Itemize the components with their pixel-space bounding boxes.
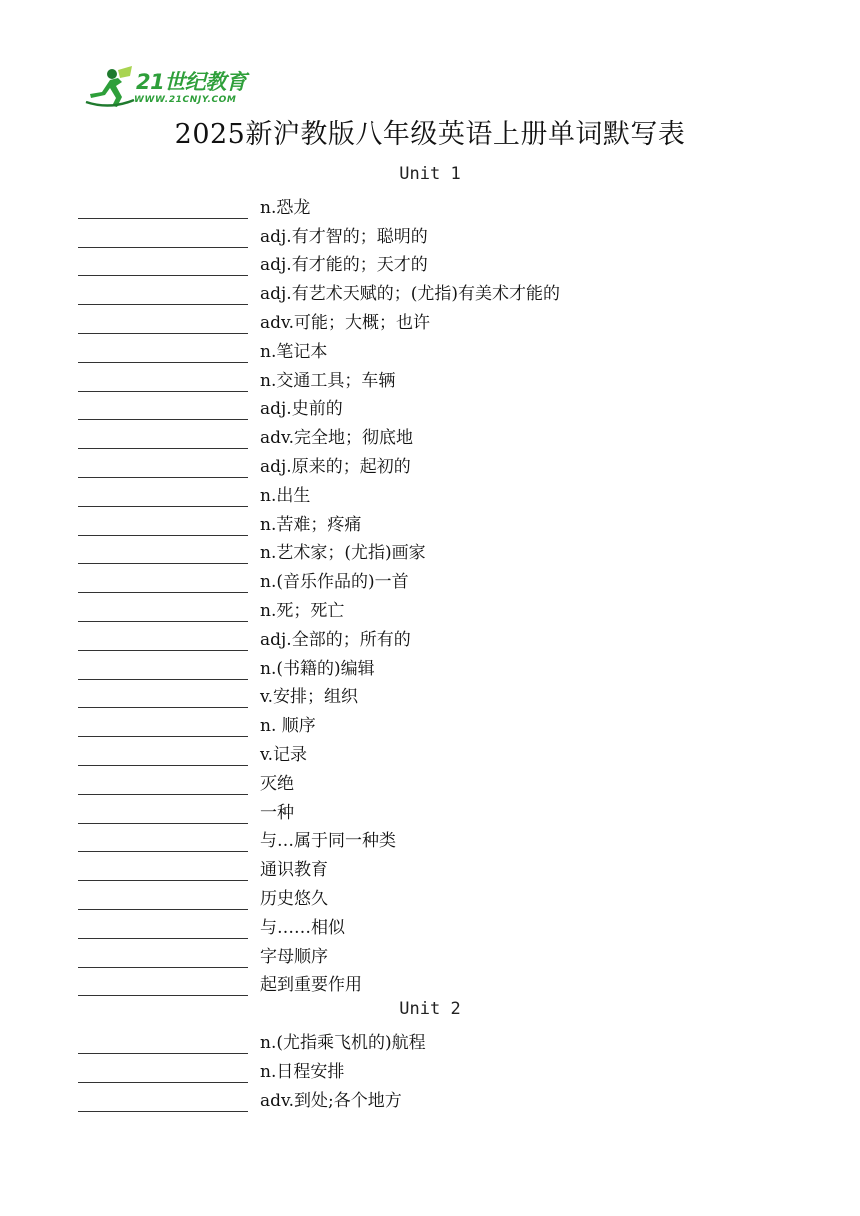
- vocab-row: [78, 571, 818, 599]
- vocab-row: [78, 370, 818, 398]
- runner-logo-icon: [82, 64, 138, 110]
- vocab-row: [78, 312, 818, 340]
- vocab-row: [78, 600, 818, 628]
- word-definition: n.(书籍的)编辑: [260, 658, 375, 679]
- word-definition: adj.有才能的；天才的: [260, 255, 428, 276]
- word-definition: 与……相似: [260, 917, 345, 938]
- vocab-row: [78, 946, 818, 974]
- vocab-row: [78, 802, 818, 830]
- answer-blank[interactable]: [78, 333, 248, 334]
- unit-heading: Unit 2: [399, 999, 461, 1020]
- vocab-row: [78, 1090, 818, 1118]
- vocab-row: [78, 485, 818, 513]
- vocab-row: [78, 456, 818, 484]
- word-definition: 字母顺序: [260, 946, 328, 967]
- answer-blank[interactable]: [78, 938, 248, 939]
- logo-url-text: WWW.21CNJY.COM: [134, 95, 237, 105]
- answer-blank[interactable]: [78, 506, 248, 507]
- answer-blank[interactable]: [78, 621, 248, 622]
- vocab-row: [78, 830, 818, 858]
- vocab-row: [78, 283, 818, 311]
- word-definition: n.(音乐作品的)一首: [260, 572, 409, 593]
- answer-blank[interactable]: [78, 275, 248, 276]
- word-definition: 通识教育: [260, 860, 328, 881]
- answer-blank[interactable]: [78, 823, 248, 824]
- word-definition: adj.全部的；所有的: [260, 629, 411, 650]
- word-definition: adj.有才智的；聪明的: [260, 226, 428, 247]
- answer-blank[interactable]: [78, 1111, 248, 1112]
- vocab-row: [78, 917, 818, 945]
- vocab-row: [78, 1032, 818, 1060]
- word-definition: n.艺术家；(尤指)画家: [260, 543, 426, 564]
- logo: [82, 64, 252, 110]
- answer-blank[interactable]: [78, 1053, 248, 1054]
- word-definition: 一种: [260, 802, 294, 823]
- vocab-row: [78, 254, 818, 282]
- answer-blank[interactable]: [78, 650, 248, 651]
- vocab-row: [78, 658, 818, 686]
- vocab-row: [78, 341, 818, 369]
- word-definition: n.苦难；疼痛: [260, 514, 362, 535]
- answer-blank[interactable]: [78, 736, 248, 737]
- word-definition: n.交通工具；车辆: [260, 370, 396, 391]
- word-definition: adj.原来的；起初的: [260, 457, 411, 477]
- answer-blank[interactable]: [78, 304, 248, 305]
- word-definition: n.死；死亡: [260, 601, 345, 621]
- word-definition: n.出生: [260, 485, 311, 506]
- vocab-row: [78, 398, 818, 426]
- word-definition: adv.到处;各个地方: [260, 1090, 402, 1111]
- word-definition: adv.完全地；彻底地: [260, 428, 414, 449]
- answer-blank[interactable]: [78, 851, 248, 852]
- word-definition: n.笔记本: [260, 341, 328, 362]
- vocab-row: [78, 226, 818, 254]
- page-title: 2025新沪教版八年级英语上册单词默写表: [174, 119, 686, 150]
- vocab-row: [78, 1061, 818, 1089]
- vocab-row: [78, 427, 818, 455]
- answer-blank[interactable]: [78, 448, 248, 449]
- vocab-row: [78, 514, 818, 542]
- answer-blank[interactable]: [78, 563, 248, 564]
- vocab-row: [78, 542, 818, 570]
- answer-blank[interactable]: [78, 707, 248, 708]
- answer-blank[interactable]: [78, 880, 248, 881]
- answer-blank[interactable]: [78, 679, 248, 680]
- word-definition: adv.可能；大概；也许: [260, 313, 431, 333]
- logo-brand-text: 21世纪教育: [136, 70, 247, 94]
- vocab-row: [78, 744, 818, 772]
- vocab-row: [78, 974, 818, 1002]
- word-definition: n. 顺序: [260, 716, 316, 737]
- answer-blank[interactable]: [78, 794, 248, 795]
- answer-blank[interactable]: [78, 247, 248, 248]
- answer-blank[interactable]: [78, 535, 248, 536]
- word-definition: n.日程安排: [260, 1061, 345, 1082]
- word-definition: n.(尤指乘飞机的)航程: [260, 1033, 426, 1053]
- word-definition: 起到重要作用: [260, 975, 362, 996]
- word-definition: 历史悠久: [260, 889, 328, 909]
- unit-heading: Unit 1: [399, 164, 461, 184]
- answer-blank[interactable]: [78, 765, 248, 766]
- vocab-row: [78, 715, 818, 743]
- word-definition: adj.史前的: [260, 399, 343, 420]
- answer-blank[interactable]: [78, 967, 248, 968]
- vocab-row: [78, 773, 818, 801]
- answer-blank[interactable]: [78, 218, 248, 219]
- answer-blank[interactable]: [78, 477, 248, 478]
- answer-blank[interactable]: [78, 419, 248, 420]
- answer-blank[interactable]: [78, 391, 248, 392]
- answer-blank[interactable]: [78, 909, 248, 910]
- word-definition: 与…属于同一种类: [260, 831, 396, 852]
- answer-blank[interactable]: [78, 995, 248, 996]
- answer-blank[interactable]: [78, 362, 248, 363]
- word-definition: 灭绝: [260, 773, 294, 794]
- word-definition: adj.有艺术天赋的；(尤指)有美术才能的: [260, 284, 560, 305]
- answer-blank[interactable]: [78, 592, 248, 593]
- vocab-row: [78, 629, 818, 657]
- vocab-row: [78, 686, 818, 714]
- word-definition: v.记录: [260, 745, 307, 765]
- vocab-row: [78, 859, 818, 887]
- answer-blank[interactable]: [78, 1082, 248, 1083]
- vocab-row: [78, 197, 818, 225]
- vocab-row: [78, 888, 818, 916]
- word-definition: n.恐龙: [260, 197, 311, 218]
- word-definition: v.安排；组织: [260, 687, 358, 708]
